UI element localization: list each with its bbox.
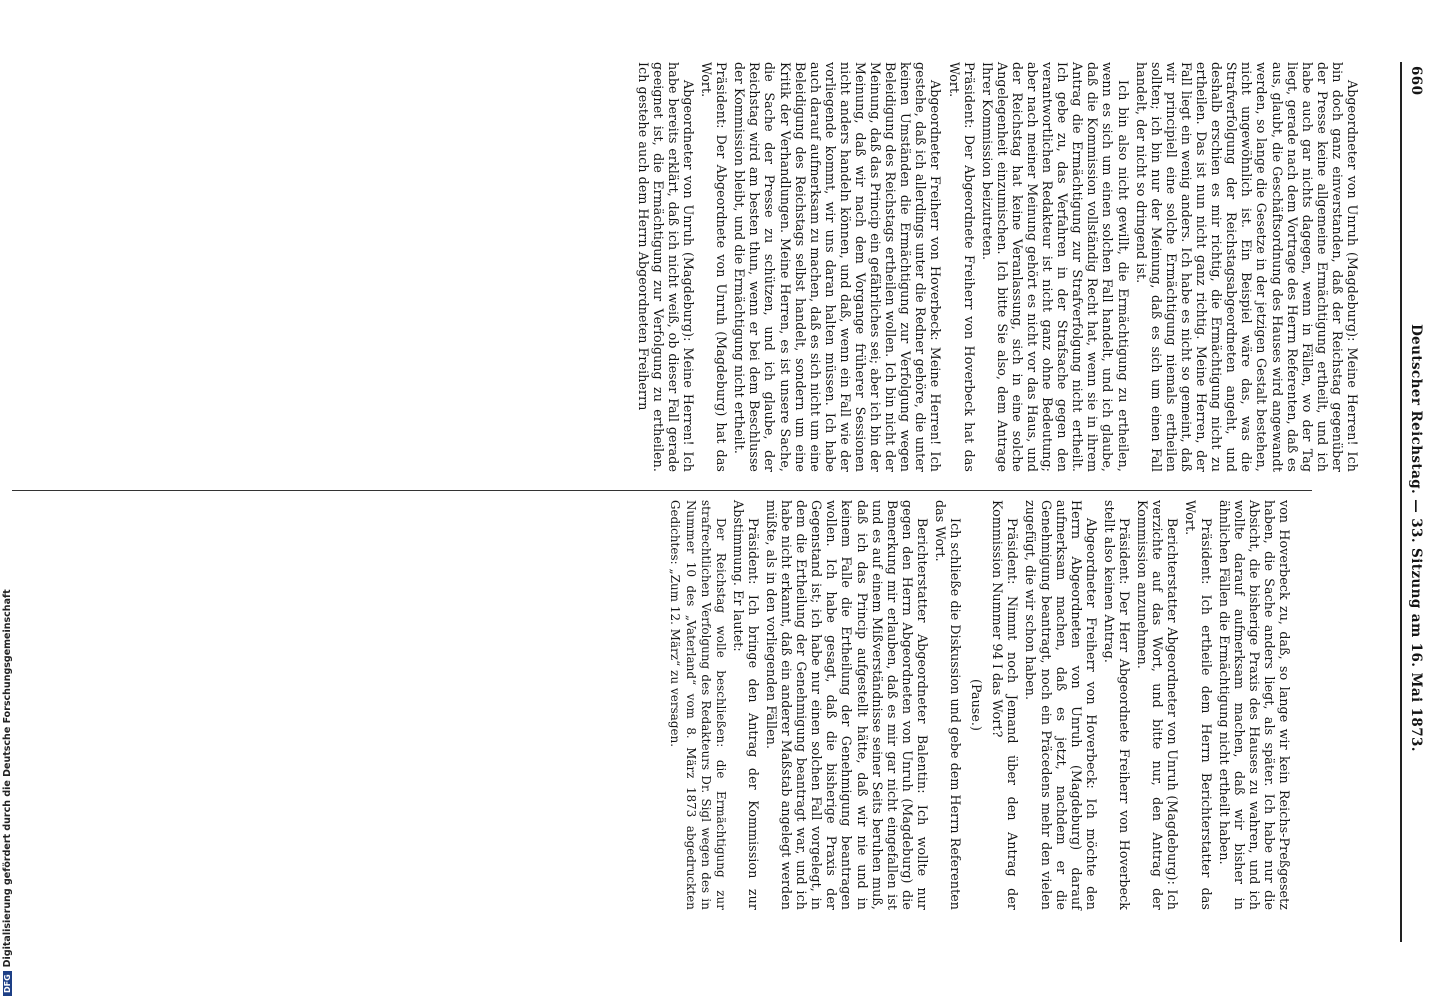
page-number: 660 [1408, 66, 1424, 96]
paragraph: Berichterstatter Abgeordneter von Unruh (Magdeburg): Ich verzichte auf das Wort, und bitte nur, den Antrag der Kommission anzunehmen. [1135, 500, 1181, 910]
footer-text-rotated [2, 589, 16, 996]
paragraph: Berichterstatter Abgeordneter Balentin: Ich wollte nur gegen den Herrn Abgeordneten von Unruh (Magdeburg) die Bemerkung mir erlauben, daß es mir gar nicht eingefallen ist und es auf einem Mißverständnisse seiner Seits beruhen muß, daß ich das Princip aufgestellt hätte, daß wir nie und in keinem Falle die Ertheilung der Genehmigung beantragen wollen. Ich habe gesagt, daß die bisherige Praxis der Gegenstand ist; ich habe nur einen solchen Fall vorgelegt, in dem die Ertheilung der Genehmigung beantragt war, und ich habe nicht erkannt, daß ein anderer Maßstab angelegt werden müßte, als in den vorliegenden Fällen. [764, 500, 930, 910]
paragraph: Abgeordneter Freiherr von Hoverbeck: Ich möchte den Herrn Abgeordneten von Unruh (Magdeburg) darauf aufmerksam machen, daß es jetzt, nachdem er die Genehmigung beantragt, noch ein Präcedens mehr den vielen zugefügt, die wir schon haben. [1023, 500, 1099, 910]
digitization-footer [2, 589, 16, 996]
paragraph: Abgeordneter von Unruh (Magdeburg): Meine Herren! Ich habe bereits erklärt, daß ich nicht weiß, ob dieser Fall gerade geeignet ist, die Ermächtigung zur Verfolgung zu ertheilen. Ich gestehe auch dem Herrn Abgeordneten Freiherrn [635, 62, 696, 472]
speaker-line: Präsident: Ich bringe den Antrag der Kommission zur Abstimmung. Er lautet: [730, 500, 761, 910]
speaker-line: Präsident: Der Abgeordnete von Unruh (Magdeburg) hat das Wort. [699, 62, 730, 472]
speaker-line: Präsident: Ich ertheile dem Herrn Berichterstatter das Wort. [1183, 500, 1214, 910]
footer-credit: Digitalisierung gefördert durch die Deutsche Forschungsgemeinschaft [2, 589, 13, 968]
paragraph: von Hoverbeck zu, daß, so lange wir kein Reichs-Preßgesetz haben, die Sache anders liegt, als später. Ich habe nur die Absicht, die bisherige Praxis des Hauses zu wahren, und ich wollte darauf aufmerksam machen, daß wir bisher in ähnlichen Fällen die Ermächtigung nicht ertheilt haben. [1216, 500, 1292, 910]
header-rule [1400, 62, 1402, 942]
speaker-line: Präsident: Der Abgeordnete Freiherr von Hoverbeck hat das Wort. [946, 62, 977, 472]
left-column [10, 62, 1360, 472]
motion-text: Der Reichstag wolle beschließen: die Ermächtigung zur strafrechtlichen Verfolgung des Redakteurs Dr. Sigl wegen des in Nummer 10 des „Vaterland“ vom 8. März 1873 abgedruckten Gedichtes: „Zum 12. März“ zu versagen. [668, 500, 728, 910]
running-head: Deutscher Reichstag. — 33. Sitzung am 16. Mai 1873. [1408, 324, 1424, 752]
paragraph: Abgeordneter von Unruh (Magdeburg): Meine Herren! Ich bin doch ganz einverstanden, daß der Reichstag gegenüber der Presse keine allgemeine Ermächtigung ertheilt, und ich habe auch gar nichts dagegen, wenn in Fällen, wo der Tag liegt, gerade nach dem Vortrage des Herrn Referenten, daß es aus, glaubt, die Geschäftsordnung des Hauses wird angewandt werden, so lange die Gesetze in der jetzigen Gestalt bestehen, nicht ungewöhnlich ist. Ein Beispiel wäre das, was die Strafverfolgung der Reichstagsabgeordneten angeht, und deshalb erschien es mir richtig, die Ermächtigung nicht zu ertheilen. Das ist nun nicht ganz richtig. Meine Herren, der Fall liegt ein wenig anders. Ich habe es nicht so gemeint, daß wir principiell eine solche Ermächtigung niemals ertheilen sollten; ich bin nur der Meinung, daß es sich um einen Fall handelt, der nicht so dringend ist. [1133, 62, 1360, 472]
dfg-logo: DFG [3, 971, 12, 996]
paragraph: Ich schließe die Diskussion und gebe dem Herrn Referenten das Wort. [933, 500, 964, 910]
speaker-line: Präsident: Nimmt noch Jemand über den Antrag der Kommission Nummer 94 I das Wort? [990, 500, 1021, 910]
speaker-line: Präsident: Der Herr Abgeordnete Freiherr von Hoverbeck stellt also keinen Antrag. [1101, 500, 1133, 910]
paragraph: Abgeordneter Freiherr von Hoverbeck: Meine Herren! Ich gestehe, daß ich allerdings unter die Redner gehöre, die unter keinen Umständen die Ermächtigung zur Verfolgung wegen Beleidigung des Reichstags ertheilen wollen. Ich bin nicht der Meinung, daß das Princip ein gefährliches sei; aber ich bin der Meinung, daß wir nach dem Vorgange früherer Sessionen nicht anders handeln können, und daß, wenn ein Fall wie der vorliegende kommt, wir uns daran halten müssen. Ich habe auch darauf aufmerksam zu machen, daß es sich nicht um eine Beleidigung des Reichstags selbst handelt, sondern um eine Kritik der Verhandlungen. Meine Herren, es ist unsere Sache, die Sache der Presse zu schützen, und ich glaube, der Reichstag wird am besten thun, wenn er bei dem Beschlusse der Kommission bleibt, und die Ermächtigung nicht ertheilt. [732, 62, 944, 472]
pause-note: (Pause.) [969, 678, 985, 732]
right-column [2, 500, 1292, 910]
paragraph: Ich bin also nicht gewillt, die Ermächtigung zu ertheilen, wenn es sich um einen solchen Fall handelt, und ich glaube, daß die Kommission vollständig Recht hat, wenn sie in ihrem Antrag die Ermächtigung zur Strafverfolgung nicht ertheilt. Ich gebe zu, das Verfahren in der Strafsache gegen den verantwortlichen Redakteur ist nicht ganz ohne Bedeutung; aber nach meiner Meinung gehört es nicht vor das Haus, und der Reichstag hat keine Veranlassung, sich in eine solche Angelegenheit einzumischen. Ich bitte Sie also, dem Antrage Ihrer Kommission beizutreten. [979, 62, 1131, 472]
column-divider [12, 490, 1312, 491]
